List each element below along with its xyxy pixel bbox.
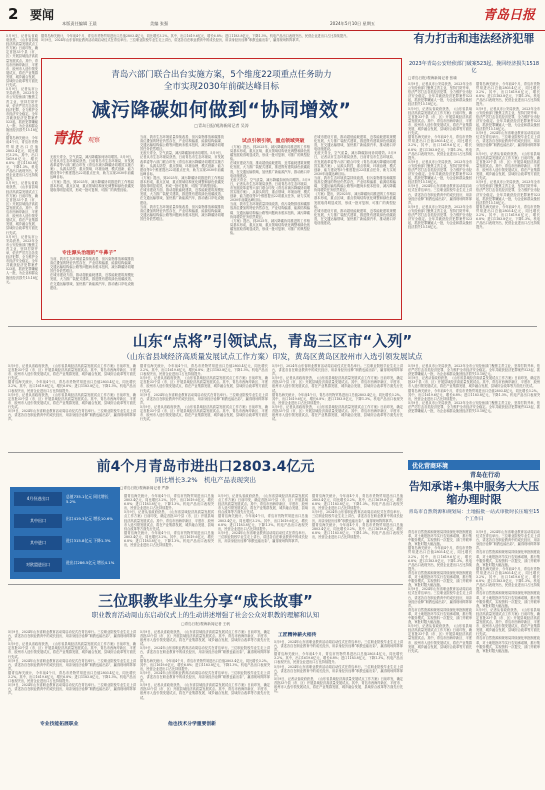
feature-col1b: 当前，我市生态环境质量持续改善，但污染物排放和碳排放高位叠加的特征仍然存在，产业结构偏重、能源结构偏煤、交通运输结构偏公路等问题尚未根本扭转，减污降碳协同增效任务依然艰巨。 在城市建设方面，推动超低能耗建筑、近零能耗建筑规模化发展，大力推广装配式建筑，推进既有建筑绿色低碳改造，在交通运输领域，加快推广新能源汽车，推动港口岸电设施建设。 (50, 257, 134, 290)
story4-subhead-1: 工匠精神薪火相传 (278, 633, 317, 638)
feature-subtitle (42, 68, 401, 92)
section-title: 要闻 (30, 8, 55, 22)
right-deck: 2023年青岛公安经侦部门破案523起，挽回经济损失1518亿 (409, 61, 539, 74)
info-label: 对欧盟进出口 (14, 558, 62, 572)
story2-col1: 5月9日，记者从省政府获悉，《山东省县域经济高质量发展试点工作方案》日前印发，确定首批33个县（市、区）开展县域经济高质量发展试点。其中，青岛市西海岸新区、平度市、胶州市入选引领发展试点，将在产业集群发展、城乡融合发展、县域综合改革等方面先行先试。 据青岛海关统计，今年前4个月，青岛市货物贸易进出口总值2803.4亿元，同比增长3.2%。其中，出口1619.6亿元，增长6.8%；进口1183.8亿元，下降1.3%。机电产品出口表现突出，民营企业进出口占比持续提升。 5月9日，记者从省政府获悉，《山东省县域经济高质量发展试点工作方案》日前印发，确定首批33个县（市、区）开展县域经济高质量发展试点。其中，青岛市西海岸新区、平度市、胶州市入选引领发展试点，将在产业集群发展、城乡融合发展、县域综合改革等方面先行先试。 5月9日，2024年山东省职业教育活动周启动仪式在青岛举行。三位职业院校毕业生走上讲台，讲述各自在职业教育中的成长经历，用亲身经历诠释“职教也能出彩”，赢得现场阵阵掌声。 (8, 364, 136, 422)
header-editor: 本版责任编辑 王晨 (62, 21, 97, 26)
story4-subhead-2: 专业技能拓展职业 (40, 722, 79, 727)
info-value: 进出口286.5亿元 增长4.1% (66, 560, 115, 565)
divider (8, 452, 403, 453)
story3-col1: 据青岛海关统计，今年前4个月，青岛市货物贸易进出口总值2803.4亿元，同比增长3.2%。其中，出口1619.6亿元，增长6.8%；进口1183.8亿元，下降1.3%。机电产品出口表现突出，民营企业进出口占比持续提升。 5月9日，记者从省政府获悉，《山东省县域经济高质量发展试点工作方案》日前印发，确定首批33个县（市、区）开展县域经济高质量发展试点。其中，青岛市西海岸新区、平度市、胶州市入选引领发展试点，将在产业集群发展、城乡融合发展、县域综合改革等方面先行先试。 据青岛海关统计，今年前4个月，青岛市货物贸易进出口总值2803.4亿元，同比增长3.2%。其中，出口1619.6亿元，增长6.8%；进口1183.8亿元，下降1.3%。机电产品出口表现突出，民营企业进出口占比持续提升。 (124, 494, 214, 548)
header-date: 2024年5月10日 星期五 (330, 21, 376, 26)
info-row (14, 556, 116, 574)
top-strip-text: 据青岛海关统计，今年前4个月，青岛市货物贸易进出口总值2803.4亿元，同比增长3.2%。其中，出口1619.6亿元，增长6.8%；进口1183.8亿元，下降1.3%。机电产品出口表现突出，民营企业进出口占比持续提升。 5月9日，2024年山东省职业教育活动周启动仪式在青岛举行。三位职业院校毕业生走上讲台，讲述各自在职业教育中的成长经历，用亲身经历诠释“职教也能出彩”，赢得现场阵阵掌声。 (41, 34, 350, 43)
info-row (14, 490, 116, 508)
story2-headline: 山东“点将”引领试点，青岛三区市“入列” (132, 332, 413, 350)
story4-col3: 5月9日，2024年山东省职业教育活动周启动仪式在青岛举行。三位职业院校毕业生走上讲台，讲述各自在职业教育中的成长经历，用亲身经历诠释“职教也能出彩”，赢得现场阵阵掌声。 据青岛海关统计，今年前4个月，青岛市货物贸易进出口总值2803.4亿元，同比增长3.2%。其中，出口1619.6亿元，增长6.8%；进口1183.8亿元，下降1.3%。机电产品出口表现突出，民营企业进出口占比持续提升。 5月9日，2024年山东省职业教育活动周启动仪式在青岛举行。三位职业院校毕业生走上讲台，讲述各自在职业教育中的成长经历，用亲身经历诠释“职教也能出彩”，赢得现场阵阵掌声。 5月9日，记者从省政府获悉，《山东省县域经济高质量发展试点工作方案》日前印发，确定首批33个县（市、区）开展县域经济高质量发展试点。其中，青岛市西海岸新区、平度市、胶州市入选引领发展试点，将在产业集群发展、城乡融合发展、县域综合改革等方面先行先试。 (274, 640, 403, 694)
column-logo: 青报 (52, 129, 83, 147)
story3-col2: 5月9日，记者从省政府获悉，《山东省县域经济高质量发展试点工作方案》日前印发，确定首批33个县（市、区）开展县域经济高质量发展试点。其中，青岛市西海岸新区、平度市、胶州市入选引领发展试点，将在产业集群发展、城乡融合发展、县域综合改革等方面先行先试。 据青岛海关统计，今年前4个月，青岛市货物贸易进出口总值2803.4亿元，同比增长3.2%。其中，出口1619.6亿元，增长6.8%；进口1183.8亿元，下降1.3%。机电产品出口表现突出，民营企业进出口占比持续提升。 5月9日，2024年山东省职业教育活动周启动仪式在青岛举行。三位职业院校毕业生走上讲台，讲述各自在职业教育中的成长经历，用亲身经历诠释“职教也能出彩”，赢得现场阵阵掌声。 (218, 494, 308, 544)
feature-col3: 《方案》提出，到2025年，减污降碳协同推进的工作格局基本形成，重点区域、重点领域结构优化调整和绿色低碳发展取得明显成效，形成一批可复制、可推广的典型经验。 在城市建设方面，推动超低能耗建筑、近零能耗建筑规模化发展，大力推广装配式建筑，推进既有建筑绿色低碳改造，在交通运输领域，加快推广新能源汽车，推动港口岸电设施建设。 无废天青全，空气质量，减污降碳如何协同增效。5月9日，记者从市生态环境局获悉，日前青岛市生态环境局、市发展改革委等六部门联合印发《青岛市减污降碳协同增效实施方案》，从源头防控、重点领域、环境治理、模式创新、能力建设等5个维度提出22项重点任务，助力实现2030年前碳达峰目标。 当前，我市生态环境质量持续改善，但污染物排放和碳排放高位叠加的特征仍然存在，产业结构偏重、能源结构偏煤、交通运输结构偏公路等问题尚未根本扭转，减污降碳协同增效任务依然艰巨。 《方案》提出，到2025年，减污降碳协同推进的工作格局基本形成，重点区域、重点领域结构优化调整和绿色低碳发展取得明显成效，形成一批可复制、可推广的典型经验。 (230, 145, 310, 235)
right-headline: 有力打击和违法经济犯罪 (413, 32, 535, 45)
story2-deck: （山东省县域经济高质量发展试点工作方案）印发，黄岛区黄岛区胶州市入选引领发展试点 (122, 352, 423, 361)
rightbox-deck: 青岛市自然资源和规划局：土地报批一站式审批时长压缩至15个工作日 (408, 510, 540, 522)
divider (8, 326, 537, 327)
story4-byline: □青岛日报/观海新闻记者 王帆 (181, 622, 230, 626)
story3-byline: □青岛日报/观海新闻记者 严静 (120, 486, 169, 490)
trade-infographic (10, 487, 120, 579)
right-col-middle-text: 5月9日，记者从市公安局获悉，2023年全市公安经侦部门聚焦主责主业，坚持打防并举，依法严厉打击各类经济犯罪，全力维护全市经济安全稳定。全年共破获经济犯罪案件523起，抓获犯罪嫌疑人一批，为企业和群众挽回经济损失15.18亿元。 5月9日，记者从省政府获悉，《山东省县域经济高质量发展试点工作方案》日前印发，确定首批33个县（市、区）开展县域经济高质量发展试点。其中，青岛市西海岸新区、平度市、胶州市入选引领发展试点，将在产业集群发展、城乡融合发展、县域综合改革等方面先行先试。 据青岛海关统计，今年前4个月，青岛市货物贸易进出口总值2803.4亿元，同比增长3.2%。其中，出口1619.6亿元，增长6.8%；进口1183.8亿元，下降1.3%。机电产品出口表现突出，民营企业进出口占比持续提升。 5月9日，记者从市公安局获悉，2023年全市公安经侦部门聚焦主责主业，坚持打防并举，依法严厉打击各类经济犯罪，全力维护全市经济安全稳定。全年共破获经济犯罪案件523起，抓获犯罪嫌疑人一批，为企业和群众挽回经济损失15.18亿元。 (408, 364, 540, 414)
divider (8, 584, 403, 585)
feature-article[interactable] (41, 58, 402, 320)
header-designer: 美编 张强 (150, 21, 169, 26)
story4-col2: 5月9日，记者从省政府获悉，《山东省县域经济高质量发展试点工作方案》日前印发，确定首批33个县（市、区）开展县域经济高质量发展试点。其中，青岛市西海岸新区、平度市、胶州市入选引领发展试点，将在产业集群发展、城乡融合发展、县域综合改革等方面先行先试。 5月9日，2024年山东省职业教育活动周启动仪式在青岛举行。三位职业院校毕业生走上讲台，讲述各自在职业教育中的成长经历，用亲身经历诠释“职教也能出彩”，赢得现场阵阵掌声。 据青岛海关统计，今年前4个月，青岛市货物贸易进出口总值2803.4亿元，同比增长3.2%。其中，出口1619.6亿元，增长6.8%；进口1183.8亿元，下降1.3%。机电产品出口表现突出，民营企业进出口占比持续提升。 5月9日，2024年山东省职业教育活动周启动仪式在青岛举行。三位职业院校毕业生走上讲台，讲述各自在职业教育中的成长经历，用亲身经历诠释“职教也能出彩”，赢得现场阵阵掌声。 5月9日，记者从省政府获悉，《山东省县域经济高质量发展试点工作方案》日前印发，确定首批33个县（市、区）开展县域经济高质量发展试点。其中，青岛市西海岸新区、平度市、胶州市入选引领发展试点，将在产业集群发展、城乡融合发展、县域综合改革等方面先行先试。 (140, 630, 270, 700)
info-label: 其中出口 (14, 514, 62, 528)
info-label: 4月份进出口 (14, 492, 62, 506)
feature-col1: 无废天青全，空气质量，减污降碳如何协同增效。5月9日，记者从市生态环境局获悉，日前青岛市生态环境局、市发展改革委等六部门联合印发《青岛市减污降碳协同增效实施方案》，从源头防控、重点领域、环境治理、模式创新、能力建设等5个维度提出22项重点任务，助力实现2030年前碳达峰目标。 《方案》提出，到2025年，减污降碳协同推进的工作格局基本形成，重点区域、重点领域结构优化调整和绿色低碳发展取得明显成效，形成一批可复制、可推广的典型经验。 (50, 155, 134, 192)
info-row (14, 512, 116, 530)
page-header (0, 0, 545, 31)
info-value: 进口315.8亿元 下降1.3% (66, 538, 111, 543)
feature-subtitle-line2: 全市实现2030年前碳达峰目标 (163, 82, 280, 92)
story4-subhead-3: 他也技术分学重要创新 (168, 722, 216, 727)
story4-col1: 5月9日，2024年山东省职业教育活动周启动仪式在青岛举行。三位职业院校毕业生走上讲台，讲述各自在职业教育中的成长经历，用亲身经历诠释“职教也能出彩”，赢得现场阵阵掌声。 5月9日，记者从省政府获悉，《山东省县域经济高质量发展试点工作方案》日前印发，确定首批33个县（市、区）开展县域经济高质量发展试点。其中，青岛市西海岸新区、平度市、胶州市入选引领发展试点，将在产业集群发展、城乡融合发展、县域综合改革等方面先行先试。 5月9日，2024年山东省职业教育活动周启动仪式在青岛举行。三位职业院校毕业生走上讲台，讲述各自在职业教育中的成长经历，用亲身经历诠释“职教也能出彩”，赢得现场阵阵掌声。 据青岛海关统计，今年前4个月，青岛市货物贸易进出口总值2803.4亿元，同比增长3.2%。其中，出口1619.6亿元，增长6.8%；进口1183.8亿元，下降1.3%。机电产品出口表现突出，民营企业进出口占比持续提升。 5月9日，2024年山东省职业教育活动周启动仪式在青岛举行。三位职业院校毕业生走上讲台，讲述各自在职业教育中的成长经历，用亲身经历诠释“职教也能出彩”，赢得现场阵阵掌声。 (8, 630, 136, 696)
story4-deck: 职业教育活动周山东启动仪式上的生动讲述增强了社会公众对职教的理解和认知 (91, 611, 320, 619)
story3-headline: 前4个月青岛市进出口2803.4亿元 (96, 459, 315, 475)
feature-col4: 在城市建设方面，推动超低能耗建筑、近零能耗建筑规模化发展，大力推广装配式建筑，推进既有建筑绿色低碳改造，在交通运输领域，加快推广新能源汽车，推动港口岸电设施建设。 无废天青全，空气质量，减污降碳如何协同增效。5月9日，记者从市生态环境局获悉，日前青岛市生态环境局、市发展改革委等六部门联合印发《青岛市减污降碳协同增效实施方案》，从源头防控、重点领域、环境治理、模式创新、能力建设等5个维度提出22项重点任务，助力实现2030年前碳达峰目标。 当前，我市生态环境质量持续改善，但污染物排放和碳排放高位叠加的特征仍然存在，产业结构偏重、能源结构偏煤、交通运输结构偏公路等问题尚未根本扭转，减污降碳协同增效任务依然艰巨。 《方案》提出，到2025年，减污降碳协同推进的工作格局基本形成，重点区域、重点领域结构优化调整和绿色低碳发展取得明显成效，形成一批可复制、可推广的典型经验。 在城市建设方面，推动超低能耗建筑、近零能耗建筑规模化发展，大力推广装配式建筑，推进既有建筑绿色低碳改造，在交通运输领域，加快推广新能源汽车，推动港口岸电设施建设。 (314, 135, 396, 225)
rightbox-col2: 5月9日，2024年山东省职业教育活动周启动仪式在青岛举行。三位职业院校毕业生走上讲台，讲述各自在职业教育中的成长经历，用亲身经历诠释“职教也能出彩”，赢得现场阵阵掌声。 青岛市自然资源和规划局持续深化审批制度改革，对土地报批环节实行告知承诺制，推行集中服务模式，实现资料一次提交、部门并联审查，审批时限大幅压缩。 据青岛海关统计，今年前4个月，青岛市货物贸易进出口总值2803.4亿元，同比增长3.2%。其中，出口1619.6亿元，增长6.8%；进口1183.8亿元，下降1.3%。机电产品出口表现突出，民营企业进出口占比持续提升。 青岛市自然资源和规划局持续深化审批制度改革，对土地报批环节实行告知承诺制，推行集中服务模式，实现资料一次提交、部门并联审查，审批时限大幅压缩。 5月9日，记者从省政府获悉，《山东省县域经济高质量发展试点工作方案》日前印发，确定首批33个县（市、区）开展县域经济高质量发展试点。其中，青岛市西海岸新区、平度市、胶州市入选引领发展试点，将在产业集群发展、城乡融合发展、县域综合改革等方面先行先试。 青岛市自然资源和规划局持续深化审批制度改革，对土地报批环节实行告知承诺制，推行集中服务模式，实现资料一次提交、部门并联审查，审批时限大幅压缩。 (476, 530, 540, 653)
story3-col3: 据青岛海关统计，今年前4个月，青岛市货物贸易进出口总值2803.4亿元，同比增长3.2%。其中，出口1619.6亿元，增长6.8%；进口1183.8亿元，下降1.3%。机电产品出口表现突出，民营企业进出口占比持续提升。 5月9日，2024年山东省职业教育活动周启动仪式在青岛举行。三位职业院校毕业生走上讲台，讲述各自在职业教育中的成长经历，用亲身经历诠释“职教也能出彩”，赢得现场阵阵掌声。 据青岛海关统计，今年前4个月，青岛市货物贸易进出口总值2803.4亿元，同比增长3.2%。其中，出口1619.6亿元，增长6.8%；进口1183.8亿元，下降1.3%。机电产品出口表现突出，民营企业进出口占比持续提升。 (312, 494, 403, 539)
right-col-text-b: 据青岛海关统计，今年前4个月，青岛市货物贸易进出口总值2803.4亿元，同比增长3.2%。其中，出口1619.6亿元，增长6.8%；进口1183.8亿元，下降1.3%。机电产品出口表现突出，民营企业进出口占比持续提升。 5月9日，记者从市公安局获悉，2023年全市公安经侦部门聚焦主责主业，坚持打防并举，依法严厉打击各类经济犯罪，全力维护全市经济安全稳定。全年共破获经济犯罪案件523起，抓获犯罪嫌疑人一批，为企业和群众挽回经济损失15.18亿元。 5月9日，2024年山东省职业教育活动周启动仪式在青岛举行。三位职业院校毕业生走上讲台，讲述各自在职业教育中的成长经历，用亲身经历诠释“职教也能出彩”，赢得现场阵阵掌声。 5月9日，记者从省政府获悉，《山东省县域经济高质量发展试点工作方案》日前印发，确定首批33个县（市、区）开展县域经济高质量发展试点。其中，青岛市西海岸新区、平度市、胶州市入选引领发展试点，将在产业集群发展、城乡融合发展、县域综合改革等方面先行先试。 5月9日，记者从市公安局获悉，2023年全市公安经侦部门聚焦主责主业，坚持打防并举，依法严厉打击各类经济犯罪，全力维护全市经济安全稳定。全年共破获经济犯罪案件523起，抓获犯罪嫌疑人一批，为企业和群众挽回经济损失15.18亿元。 据青岛海关统计，今年前4个月，青岛市货物贸易进出口总值2803.4亿元，同比增长3.2%。其中，出口1619.6亿元，增长6.8%；进口1183.8亿元，下降1.3%。机电产品出口表现突出，民营企业进出口占比持续提升。 (476, 82, 540, 230)
page-number: 2 (8, 5, 19, 23)
left-column-text: 5月9日，记者从省政府获悉，《山东省县域经济高质量发展试点工作方案》日前印发，确定首批33个县（市、区）开展县域经济高质量发展试点。其中，青岛市西海岸新区、平度市、胶州市入选引领发展试点，将在产业集群发展、城乡融合发展、县域综合改革等方面先行先试。 5月9日，记者从市公安局获悉，2023年全市公安经侦部门聚焦主责主业，坚持打防并举，依法严厉打击各类经济犯罪，全力维护全市经济安全稳定。全年共破获经济犯罪案件523起，抓获犯罪嫌疑人一批，为企业和群众挽回经济损失15.18亿元。 据青岛海关统计，今年前4个月，青岛市货物贸易进出口总值2803.4亿元，同比增长3.2%。其中，出口1619.6亿元，增长6.8%；进口1183.8亿元，下降1.3%。机电产品出口表现突出，民营企业进出口占比持续提升。 5月9日，记者从省政府获悉，《山东省县域经济高质量发展试点工作方案》日前印发，确定首批33个县（市、区）开展县域经济高质量发展试点。其中，青岛市西海岸新区、平度市、胶州市入选引领发展试点，将在产业集群发展、城乡融合发展、县域综合改革等方面先行先试。 5月9日，记者从市公安局获悉，2023年全市公安经侦部门聚焦主责主业，坚持打防并举，依法严厉打击各类经济犯罪，全力维护全市经济安全稳定。全年共破获经济犯罪案件523起，抓获犯罪嫌疑人一批，为企业和群众挽回经济损失15.18亿元。 (6, 34, 38, 284)
story4-headline: 三位职教毕业生分享“成长故事” (98, 592, 313, 610)
right-col-text-a: 5月9日，记者从市公安局获悉，2023年全市公安经侦部门聚焦主责主业，坚持打防并举，依法严厉打击各类经济犯罪，全力维护全市经济安全稳定。全年共破获经济犯罪案件523起，抓获犯罪嫌疑人一批，为企业和群众挽回经济损失15.18亿元。 5月9日，记者从省政府获悉，《山东省县域经济高质量发展试点工作方案》日前印发，确定首批33个县（市、区）开展县域经济高质量发展试点。其中，青岛市西海岸新区、平度市、胶州市入选引领发展试点，将在产业集群发展、城乡融合发展、县域综合改革等方面先行先试。 据青岛海关统计，今年前4个月，青岛市货物贸易进出口总值2803.4亿元，同比增长3.2%。其中，出口1619.6亿元，增长6.8%；进口1183.8亿元，下降1.3%。机电产品出口表现突出，民营企业进出口占比持续提升。 5月9日，记者从市公安局获悉，2023年全市公安经侦部门聚焦主责主业，坚持打防并举，依法严厉打击各类经济犯罪，全力维护全市经济安全稳定。全年共破获经济犯罪案件523起，抓获犯罪嫌疑人一批，为企业和群众挽回经济损失15.18亿元。 5月9日，2024年山东省职业教育活动周启动仪式在青岛举行。三位职业院校毕业生走上讲台，讲述各自在职业教育中的成长经历，用亲身经历诠释“职教也能出彩”，赢得现场阵阵掌声。 5月9日，记者从市公安局获悉，2023年全市公安经侦部门聚焦主责主业，坚持打防并举，依法严厉打击各类经济犯罪，全力维护全市经济安全稳定。全年共破获经济犯罪案件523起，抓获犯罪嫌疑人一批，为企业和群众挽回经济损失15.18亿元。 (408, 82, 472, 230)
story2-col3: 5月9日，2024年山东省职业教育活动周启动仪式在青岛举行。三位职业院校毕业生走上讲台，讲述各自在职业教育中的成长经历，用亲身经历诠释“职教也能出彩”，赢得现场阵阵掌声。 5月9日，记者从省政府获悉，《山东省县域经济高质量发展试点工作方案》日前印发，确定首批33个县（市、区）开展县域经济高质量发展试点。其中，青岛市西海岸新区、平度市、胶州市入选引领发展试点，将在产业集群发展、城乡融合发展、县域综合改革等方面先行先试。 据青岛海关统计，今年前4个月，青岛市货物贸易进出口总值2803.4亿元，同比增长3.2%。其中，出口1619.6亿元，增长6.8%；进口1183.8亿元，下降1.3%。机电产品出口表现突出，民营企业进出口占比持续提升。 5月9日，记者从省政府获悉，《山东省县域经济高质量发展试点工作方案》日前印发，确定首批33个县（市、区）开展县域经济高质量发展试点。其中，青岛市西海岸新区、平度市、胶州市入选引领发展试点，将在产业集群发展、城乡融合发展、县域综合改革等方面先行先试。 (272, 364, 403, 422)
feature-col2: 当前，我市生态环境质量持续改善，但污染物排放和碳排放高位叠加的特征仍然存在，产业结构偏重、能源结构偏煤、交通运输结构偏公路等问题尚未根本扭转，减污降碳协同增效任务依然艰巨。 无废天青全，空气质量，减污降碳如何协同增效。5月9日，记者从市生态环境局获悉，日前青岛市生态环境局、市发展改革委等六部门联合印发《青岛市减污降碳协同增效实施方案》，从源头防控、重点领域、环境治理、模式创新、能力建设等5个维度提出22项重点任务，助力实现2030年前碳达峰目标。 《方案》提出，到2025年，减污降碳协同推进的工作格局基本形成，重点区域、重点领域结构优化调整和绿色低碳发展取得明显成效，形成一批可复制、可推广的典型经验。 在城市建设方面，推动超低能耗建筑、近零能耗建筑规模化发展，大力推广装配式建筑，推进既有建筑绿色低碳改造，在交通运输领域，加快推广新能源汽车，推动港口岸电设施建设。 当前，我市生态环境质量持续改善，但污染物排放和碳排放高位叠加的特征仍然存在，产业结构偏重、能源结构偏煤、交通运输结构偏公路等问题尚未根本扭转，减污降碳协同增效任务依然艰巨。 (140, 135, 224, 221)
story3-deck: 同比增长3.2% 机电产品表现突出 (154, 476, 256, 484)
feature-subtitle-line1: 青岛六部门联合出台实施方案，5个维度22项重点任务助力 (111, 70, 332, 80)
feature-byline: □青岛日报/观海新闻记者 吴涛 (194, 123, 249, 128)
section-tag: 优化营商环境 (412, 463, 449, 470)
info-label: 其中进口 (14, 536, 62, 550)
feature-headline: 减污降碳如何做到“协同增效” (91, 99, 352, 121)
column-logo-sub: 观察 (88, 137, 101, 144)
info-value: 出口419.3亿元 增长10.6% (66, 516, 113, 521)
story2-col2: 据青岛海关统计，今年前4个月，青岛市货物贸易进出口总值2803.4亿元，同比增长3.2%。其中，出口1619.6亿元，增长6.8%；进口1183.8亿元，下降1.3%。机电产品出口表现突出，民营企业进出口占比持续提升。 5月9日，记者从省政府获悉，《山东省县域经济高质量发展试点工作方案》日前印发，确定首批33个县（市、区）开展县域经济高质量发展试点。其中，青岛市西海岸新区、平度市、胶州市入选引领发展试点，将在产业集群发展、城乡融合发展、县域综合改革等方面先行先试。 5月9日，2024年山东省职业教育活动周启动仪式在青岛举行。三位职业院校毕业生走上讲台，讲述各自在职业教育中的成长经历，用亲身经历诠释“职教也能出彩”，赢得现场阵阵掌声。 5月9日，记者从省政府获悉，《山东省县域经济高质量发展试点工作方案》日前印发，确定首批33个县（市、区）开展县域经济高质量发展试点。其中，青岛市西海岸新区、平度市、胶州市入选引领发展试点，将在产业集群发展、城乡融合发展、县域综合改革等方面先行先试。 (140, 364, 268, 422)
newspaper-brand-logo: 青岛日报 (482, 8, 535, 23)
rightbox-col1: 青岛市自然资源和规划局持续深化审批制度改革，对土地报批环节实行告知承诺制，推行集中服务模式，实现资料一次提交、部门并联审查，审批时限大幅压缩。 据青岛海关统计，今年前4个月，青岛市货物贸易进出口总值2803.4亿元，同比增长3.2%。其中，出口1619.6亿元，增长6.8%；进口1183.8亿元，下降1.3%。机电产品出口表现突出，民营企业进出口占比持续提升。 青岛市自然资源和规划局持续深化审批制度改革，对土地报批环节实行告知承诺制，推行集中服务模式，实现资料一次提交、部门并联审查，审批时限大幅压缩。 5月9日，2024年山东省职业教育活动周启动仪式在青岛举行。三位职业院校毕业生走上讲台，讲述各自在职业教育中的成长经历，用亲身经历诠释“职教也能出彩”，赢得现场阵阵掌声。 青岛市自然资源和规划局持续深化审批制度改革，对土地报批环节实行告知承诺制，推行集中服务模式，实现资料一次提交、部门并联审查，审批时限大幅压缩。 5月9日，记者从省政府获悉，《山东省县域经济高质量发展试点工作方案》日前印发，确定首批33个县（市、区）开展县域经济高质量发展试点。其中，青岛市西海岸新区、平度市、胶州市入选引领发展试点，将在产业集群发展、城乡融合发展、县域综合改革等方面先行先试。 (408, 530, 472, 653)
rightbox-headline: 告知承诺+集中服务大大压缩办理时限 (408, 480, 540, 506)
info-row (14, 534, 116, 552)
feature-subhead-2: 试点引领引领，重点领域突破 (242, 139, 305, 144)
right-byline: □青岛日报/观海新闻记者 张瑜 (408, 76, 457, 80)
section-tag-sub: 青岛在行动 (470, 472, 501, 479)
feature-subhead-1: 专注源头治理的“牛鼻子” (62, 251, 117, 256)
info-value: 总值735.1亿元 同比增长5.2% (66, 494, 109, 504)
